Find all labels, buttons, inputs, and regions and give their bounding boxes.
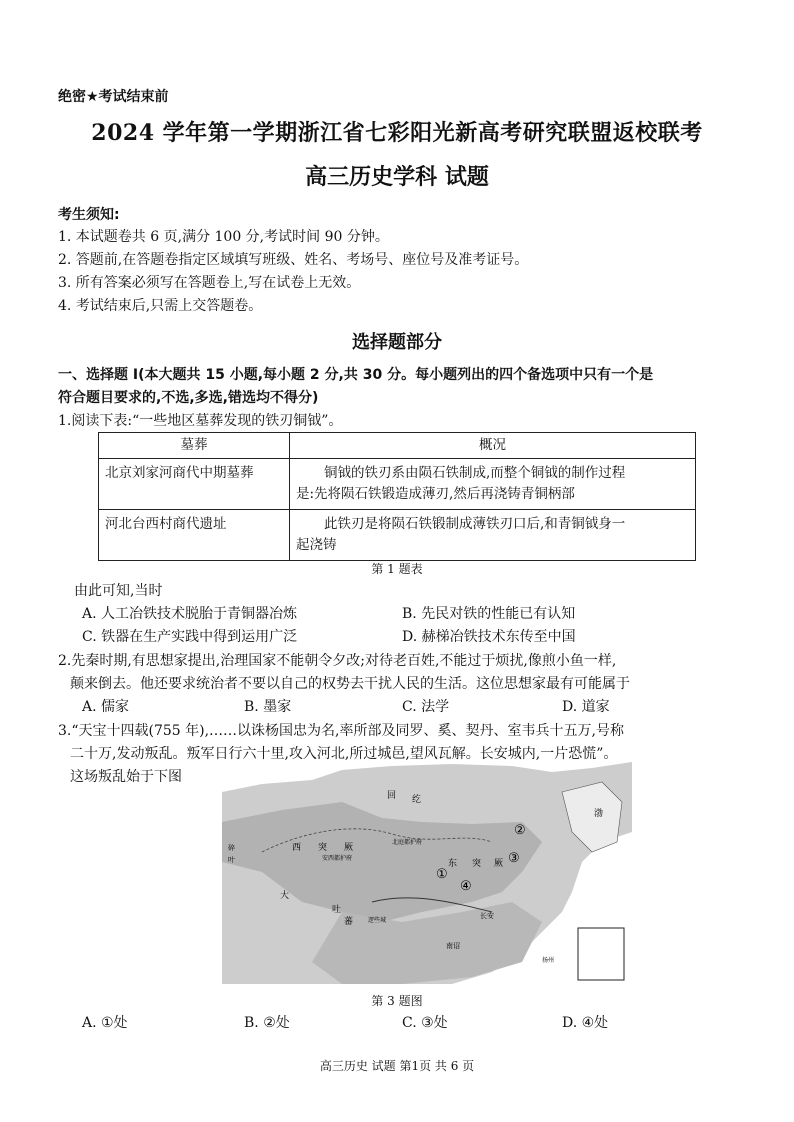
desc-line: 铜钺的铁刃系由陨石铁制成,而整个铜钺的制作过程	[324, 465, 626, 481]
tang-dynasty-map	[222, 762, 632, 984]
map-label: 扬州	[542, 957, 555, 964]
map-label: 北庭都护府	[392, 839, 423, 846]
question-3-stem-cont: 这场叛乱始于下图	[70, 769, 182, 785]
map-marker-2: ②	[514, 823, 526, 838]
question-3-stem: 3.“天宝十四载(755 年),……以诛杨国忠为名,率所部及同罗、奚、契丹、室韦兵十五万,号称	[58, 723, 624, 739]
table-cell-site: 河北台西村商代遗址	[99, 510, 290, 561]
table-cell-site: 北京刘家河商代中期墓葬	[99, 459, 290, 510]
option-b: B. ②处	[244, 1015, 290, 1031]
option-a: A. 人工冶铁技术脱胎于青铜器冶炼	[82, 606, 298, 622]
section-title: 选择题部分	[352, 332, 442, 353]
map-label: 纥	[412, 795, 422, 805]
table-header: 概况	[290, 433, 696, 459]
option-b: B. 先民对铁的性能已有认知	[402, 606, 576, 622]
page-footer: 高三历史 试题 第1页 共 6 页	[319, 1059, 475, 1073]
table-header: 墓葬	[99, 433, 290, 459]
exam-subtitle: 高三历史学科 试题	[305, 164, 489, 190]
part-heading: 一、选择题 I(本大题共 15 小题,每小题 2 分,共 30 分。每小题列出的四个备选项中只有一个是	[58, 367, 654, 383]
map-label: 西	[292, 843, 302, 853]
option-d: D. 道家	[562, 699, 610, 715]
question-1-table	[98, 432, 696, 561]
map-label: 东	[448, 859, 458, 869]
option-d: D. 赫梯冶铁技术东传至中国	[402, 629, 576, 645]
notice-heading: 考生须知:	[58, 207, 120, 223]
question-1-caption: 第 1 题表	[371, 562, 423, 576]
table-cell-desc	[290, 510, 696, 561]
map-marker-4: ④	[460, 879, 472, 894]
table-row	[99, 510, 696, 561]
map-label: 大	[280, 891, 290, 901]
question-3-caption: 第 3 题图	[371, 994, 423, 1008]
map-marker-1: ①	[436, 867, 448, 882]
exam-title: 2024 学年第一学期浙江省七彩阳光新高考研究联盟返校联考	[91, 120, 703, 146]
map-label: 蕃	[344, 917, 354, 927]
map-label: 厥	[494, 859, 504, 869]
part-heading-cont: 符合题目要求的,不选,多选,错选均不得分)	[58, 390, 319, 406]
option-c: C. 铁器在生产实践中得到运用广泛	[82, 629, 298, 645]
map-label: 回	[387, 791, 397, 801]
desc-line: 是:先将陨石铁锻造成薄刃,然后再浇铸青铜柄部	[296, 486, 575, 502]
question-3-stem-cont: 二十万,发动叛乱。叛军日行六十里,攻入河北,所过城邑,望风瓦解。长安城内,一片恐慌”。	[70, 746, 618, 762]
map-label: 渤	[594, 809, 604, 819]
question-2-stem-cont: 颠来倒去。他还要求统治者不要以自己的权势去干扰人民的生活。这位思想家最有可能属于	[70, 676, 630, 692]
map-label: 叶	[228, 856, 235, 864]
confidential-label: 绝密★考试结束前	[58, 89, 169, 105]
option-d: D. ④处	[562, 1015, 609, 1031]
notice-item: 4. 考试结束后,只需上交答题卷。	[58, 298, 263, 314]
question-1-stem: 1.阅读下表:“一些地区墓葬发现的铁刃铜钺”。	[58, 413, 343, 429]
map-label: 安西都护府	[322, 855, 353, 862]
question-2-stem: 2.先秦时期,有思想家提出,治理国家不能朝令夕改;对待老百姓,不能过于烦扰,像煎小鱼一样,	[58, 653, 617, 669]
map-marker-3: ③	[508, 851, 520, 866]
option-c: C. 法学	[402, 699, 450, 715]
option-a: A. ①处	[82, 1015, 128, 1031]
table-cell-desc	[290, 459, 696, 510]
desc-line: 起浇铸	[296, 537, 337, 553]
option-b: B. 墨家	[244, 699, 292, 715]
option-a: A. 儒家	[82, 699, 130, 715]
map-label: 长安	[480, 912, 494, 920]
map-label: 碎	[228, 844, 235, 852]
map-label: 南诏	[446, 942, 460, 950]
desc-line: 此铁刃是将陨石铁锻制成薄铁刃口后,和青铜钺身一	[324, 516, 626, 532]
map-label: 厥	[344, 843, 354, 853]
option-c: C. ③处	[402, 1015, 448, 1031]
table-row	[99, 459, 696, 510]
map-label: 吐	[332, 905, 342, 915]
notice-item: 2. 答题前,在答题卷指定区域填写班级、姓名、考场号、座位号及准考证号。	[58, 252, 529, 268]
notice-item: 3. 所有答案必须写在答题卷上,写在试卷上无效。	[58, 275, 361, 291]
map-label: 突	[472, 859, 482, 869]
notice-item: 1. 本试题卷共 6 页,满分 100 分,考试时间 90 分钟。	[58, 229, 389, 245]
map-label: 突	[318, 843, 328, 853]
map-inset	[578, 928, 624, 980]
question-1-lead: 由此可知,当时	[74, 583, 163, 599]
map-label: 逻些城	[368, 917, 387, 924]
